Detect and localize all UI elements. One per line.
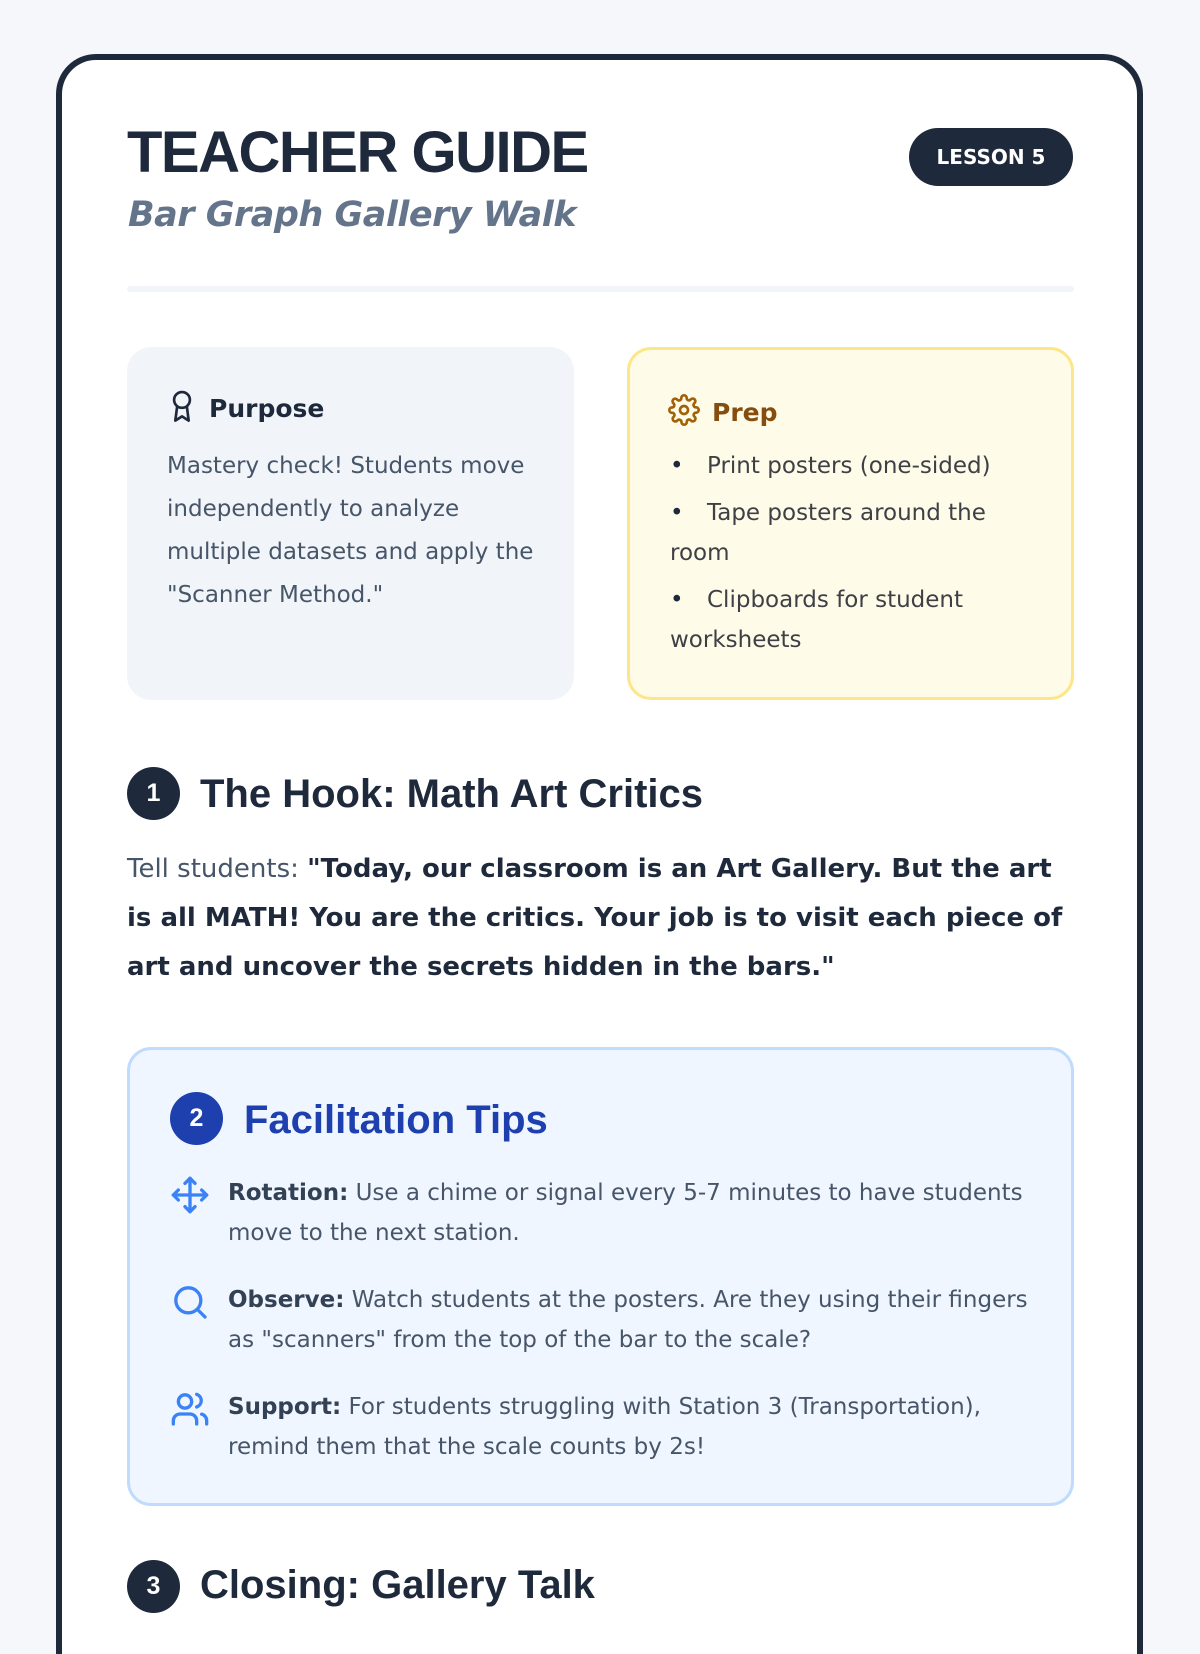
tip-text: Use a chime or signal every 5-7 minutes to have students move to the next station. xyxy=(228,1180,1023,1246)
tip-text: For students struggling with Station 3 (Transportation), remind them that the scale counts by 2s! xyxy=(228,1394,981,1460)
hook-text xyxy=(127,845,1077,992)
step-1-title: The Hook: Math Art Critics xyxy=(200,772,703,816)
users-icon xyxy=(170,1389,210,1429)
page-subtitle: Bar Graph Gallery Walk xyxy=(128,195,576,235)
purpose-heading: Purpose xyxy=(209,393,325,423)
award-icon xyxy=(167,389,197,427)
tip-label: Support: xyxy=(228,1394,342,1420)
step-3-title: Closing: Gallery Talk xyxy=(200,1563,595,1607)
header-divider xyxy=(127,286,1074,292)
tip-support xyxy=(170,1387,1030,1467)
page-title: TEACHER GUIDE xyxy=(127,120,588,185)
tip-rotation xyxy=(170,1173,1030,1253)
hook-lead: Tell students: xyxy=(127,854,308,884)
facilitation-tips-box xyxy=(127,1047,1074,1506)
purpose-text: Mastery check! Students move independently to analyze multiple datasets and apply the "Scanner Method." xyxy=(167,453,534,608)
purpose-box xyxy=(127,347,574,700)
magnifier-icon xyxy=(170,1282,210,1322)
list-item: • Tape posters around the room xyxy=(670,500,986,566)
purpose-header xyxy=(167,389,324,427)
step-1-number: 1 xyxy=(127,767,180,820)
prep-heading: Prep xyxy=(712,397,778,427)
step-2-title: Facilitation Tips xyxy=(244,1098,548,1142)
lesson-badge: LESSON 5 xyxy=(909,128,1073,186)
step-3-number: 3 xyxy=(127,1560,180,1613)
move-arrows-icon xyxy=(170,1175,210,1215)
prep-box xyxy=(627,347,1074,700)
prep-header xyxy=(668,394,778,430)
step-2-number: 2 xyxy=(170,1092,223,1145)
tip-label: Observe: xyxy=(228,1287,345,1313)
tip-label: Rotation: xyxy=(228,1180,349,1206)
gear-icon xyxy=(668,394,700,430)
tip-text: Watch students at the posters. Are they using their fingers as "scanners" from the top of the bar to the scale? xyxy=(228,1287,1028,1353)
tip-observe xyxy=(170,1280,1030,1360)
list-item: • Clipboards for student worksheets xyxy=(670,587,964,653)
list-item: • Print posters (one-sided) xyxy=(670,453,991,479)
prep-list xyxy=(670,446,1050,667)
hook-quote: "Today, our classroom is an Art Gallery. But the art is all MATH! You are the critics. Your job is to visit each piece of art and uncover the secrets hidden in the bars." xyxy=(127,854,1063,982)
